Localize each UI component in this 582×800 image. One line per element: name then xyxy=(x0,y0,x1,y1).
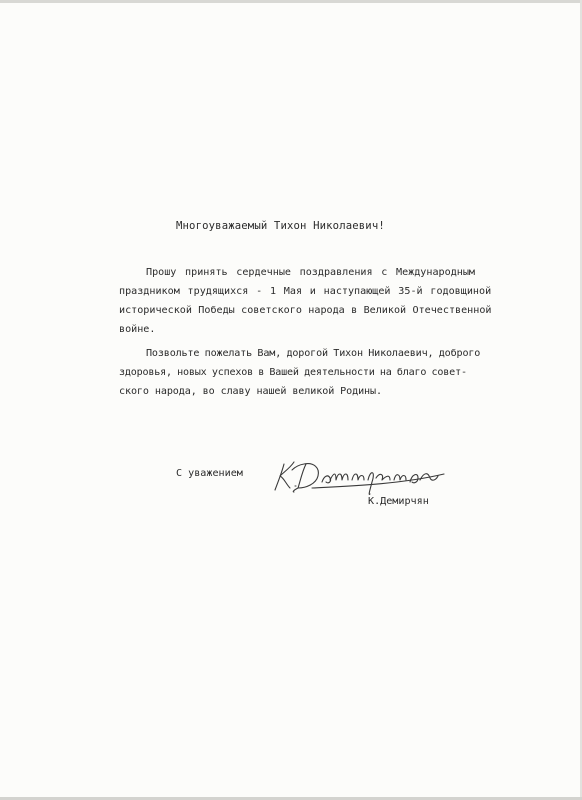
paragraph2-line3: ского народа, во славу нашей великой Родины. xyxy=(119,386,382,397)
paragraph2-line1: Позвольте пожелать Вам, дорогой Тихон Николаевич, доброго xyxy=(146,348,481,359)
paragraph1-line4: войне. xyxy=(119,324,156,335)
paragraph1-line1: Прошу принять сердечные поздравления с Международным xyxy=(146,267,476,278)
closing: С уважением xyxy=(176,468,243,479)
signer-name: К.Демирчян xyxy=(368,496,429,507)
paragraph2-line2: здоровья, новых успехов в Вашей деятельности на благо совет- xyxy=(119,367,467,378)
paragraph1-line3: исторической Победы советского народа в Великой Отечественной xyxy=(119,305,492,316)
paragraph1-line2: праздником трудящихся - 1 Мая и наступающей 35-й годовщиной xyxy=(119,286,492,297)
page-top-edge xyxy=(0,0,582,3)
salutation: Многоуважаемый Тихон Николаевич! xyxy=(176,220,385,232)
handwritten-signature xyxy=(272,452,458,500)
